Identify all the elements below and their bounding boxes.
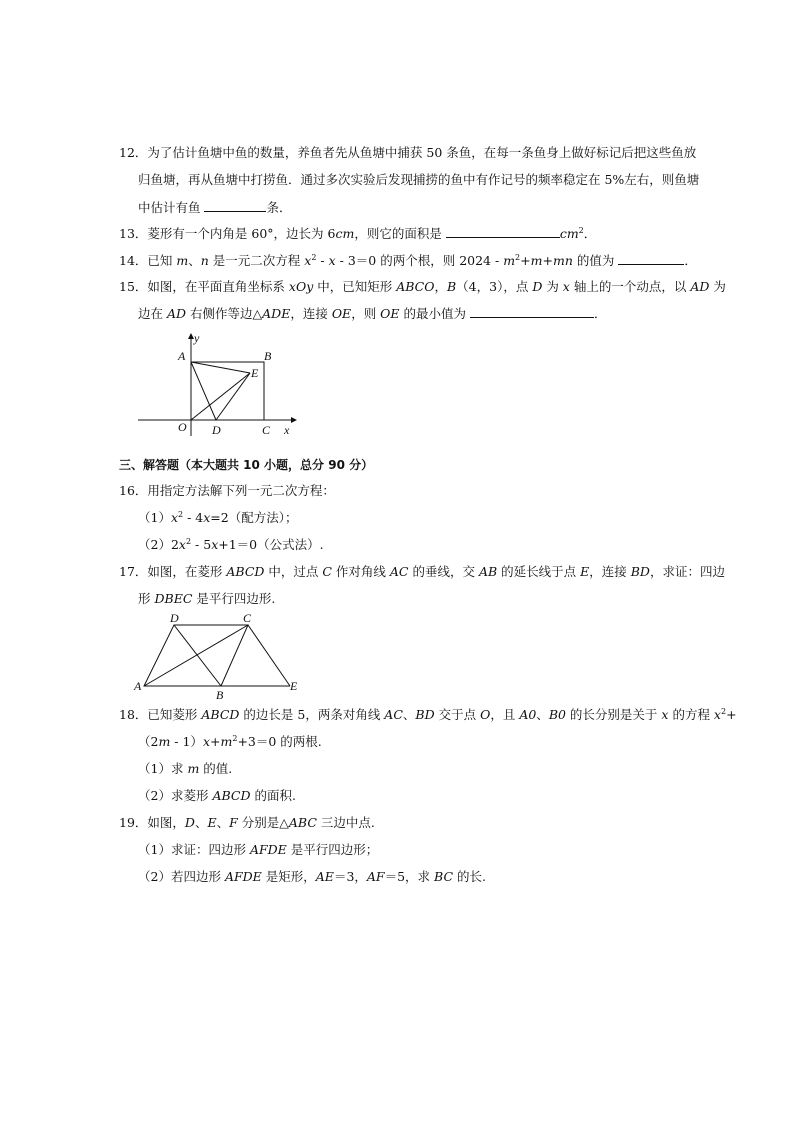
q19-abc: ABC bbox=[288, 815, 317, 830]
q14-d: - 3＝0 的两个根，则 2024 - bbox=[335, 253, 504, 268]
q14-x2: x bbox=[328, 253, 336, 268]
label-a: A bbox=[134, 679, 142, 693]
q15-dpt: D bbox=[532, 279, 543, 294]
q17-line1 bbox=[119, 564, 725, 580]
q18-b0: B0 bbox=[548, 707, 566, 722]
q17-f: ，连接 bbox=[589, 564, 631, 579]
q18-b: 的边长是 5，两条对角线 bbox=[239, 707, 385, 722]
q13-sup: 2 bbox=[578, 225, 584, 235]
q19-d: D bbox=[184, 815, 195, 830]
q18-c: 、 bbox=[402, 707, 416, 722]
segment-ce bbox=[248, 625, 290, 686]
q18-p2abcd: ABCD bbox=[212, 788, 251, 803]
q18-bd: BD bbox=[415, 707, 435, 722]
q12-line2 bbox=[138, 172, 699, 188]
q15-line2 bbox=[138, 305, 607, 322]
q18-i: + bbox=[726, 707, 737, 722]
q15-i: 右侧作等边△ bbox=[186, 306, 263, 321]
section-heading-text: 三、解答题（本大题共 10 小题，总分 90 分） bbox=[119, 458, 374, 472]
q19-p2b: 是矩形， bbox=[261, 869, 316, 884]
q17-ac: AC bbox=[389, 564, 409, 579]
q19-p2e: 的长. bbox=[453, 869, 486, 884]
q16-p1x: x bbox=[170, 510, 179, 525]
q18-p1a: （1）求 bbox=[138, 761, 188, 776]
diagonal-bd bbox=[174, 625, 221, 686]
q14-m: m bbox=[176, 253, 189, 268]
label-e: E bbox=[251, 366, 259, 380]
q14-sep: 、 bbox=[188, 253, 201, 268]
q16-part2 bbox=[138, 537, 324, 553]
label-b: B bbox=[264, 349, 272, 363]
section-heading bbox=[119, 457, 373, 473]
q15-bpt: B bbox=[446, 279, 457, 294]
q17-figure bbox=[130, 610, 310, 702]
q16-p1a: （1） bbox=[138, 510, 171, 525]
q16-p2x: x bbox=[178, 537, 186, 552]
segment-ae bbox=[191, 362, 250, 373]
q18-f: 、 bbox=[536, 707, 549, 722]
q13-text-a: 13．菱形有一个内角是 60°，边长为 6 bbox=[119, 226, 336, 241]
q17-h: 形 bbox=[138, 591, 155, 606]
q14-x: x bbox=[304, 253, 312, 268]
q17-ept: E bbox=[580, 564, 590, 579]
q18-l: + bbox=[210, 734, 221, 749]
q19-line1 bbox=[119, 815, 375, 831]
q17-c: C bbox=[322, 564, 332, 579]
q17-b: 中，过点 bbox=[264, 564, 323, 579]
q18-m2: m bbox=[220, 734, 233, 749]
q19-p1a: （1）求证：四边形 bbox=[138, 842, 250, 857]
q15-b: 中，已知矩形 bbox=[313, 279, 397, 294]
q15-oe2: OE bbox=[380, 306, 400, 321]
q14-f: + bbox=[542, 253, 553, 268]
q19-p1b: 是平行四边形； bbox=[286, 842, 379, 857]
q15-e: 为 bbox=[542, 279, 563, 294]
q14-answer-blank[interactable] bbox=[618, 252, 684, 265]
q15-g: 为 bbox=[709, 279, 726, 294]
q19-p2afde: AFDE bbox=[224, 869, 262, 884]
q12-line3 bbox=[138, 199, 292, 216]
q15-k: ，则 bbox=[351, 306, 381, 321]
q15-ade: ADE bbox=[262, 306, 291, 321]
q17-d: 的垂线，交 bbox=[408, 564, 479, 579]
q15-h: 边在 bbox=[138, 306, 167, 321]
q19-p1afde: AFDE bbox=[249, 842, 287, 857]
q15-ad: AD bbox=[690, 279, 710, 294]
q14-sq2: 2 bbox=[515, 252, 521, 262]
q19-e: E bbox=[207, 815, 217, 830]
q18-m: m bbox=[158, 734, 171, 749]
q15-d: （4，3），点 bbox=[456, 279, 533, 294]
q12-text-1: 12．为了估计鱼塘中鱼的数量，养鱼者先从鱼塘中捕获 50 条鱼，在每一条鱼身上做好标记后把这些鱼放 bbox=[119, 145, 697, 160]
q14-n: n bbox=[200, 253, 209, 268]
q15-abco: ABCO bbox=[396, 279, 435, 294]
q12-answer-blank[interactable] bbox=[204, 199, 266, 212]
q16-p2c: +1＝0（公式法）. bbox=[218, 537, 324, 552]
segment-ad bbox=[191, 362, 216, 420]
q14-m2: m bbox=[503, 253, 516, 268]
q18-x3: x bbox=[202, 734, 210, 749]
q15-x: x bbox=[562, 279, 570, 294]
q18-g: 的长分别是关于 bbox=[565, 707, 662, 722]
label-e: E bbox=[290, 679, 298, 693]
q15-xoy: xOy bbox=[288, 279, 314, 294]
label-x: x bbox=[284, 423, 290, 437]
q14-a: 14．已知 bbox=[119, 253, 177, 268]
q18-p1b: 的值. bbox=[199, 761, 233, 776]
q14-mn: mn bbox=[552, 253, 573, 268]
q12-text-4: 条． bbox=[266, 200, 292, 215]
q19-p2c: ＝3， bbox=[333, 869, 367, 884]
q16-title-text: 16．用指定方法解下列一元二次方程： bbox=[119, 483, 335, 498]
q16-p2a: （2）2 bbox=[138, 537, 179, 552]
q19-p2a: （2）若四边形 bbox=[138, 869, 225, 884]
q19-c: 三边中点. bbox=[316, 815, 375, 830]
q14-sq: 2 bbox=[311, 252, 317, 262]
q13-unit: cm bbox=[335, 226, 355, 241]
q15-answer-blank[interactable] bbox=[470, 305, 594, 318]
q18-sq2: 2 bbox=[232, 733, 238, 743]
q18-k: - 1） bbox=[170, 734, 203, 749]
q18-e: ，且 bbox=[490, 707, 520, 722]
q18-line1 bbox=[119, 707, 737, 723]
q16-p1sq: 2 bbox=[178, 509, 184, 519]
q12-text-2: 归鱼塘，再从鱼塘中打捞鱼．通过多次实验后发现捕捞的鱼中有作记号的频率稳定在 5%左右，则鱼塘 bbox=[138, 172, 700, 187]
q12-line1 bbox=[119, 145, 696, 161]
q13-text-b: ，则它的面积是 bbox=[354, 226, 446, 241]
q15-f: 轴上的一个动点，以 bbox=[569, 279, 691, 294]
q19-f: F bbox=[229, 815, 238, 830]
q14-e: + bbox=[520, 253, 531, 268]
q18-p2a: （2）求菱形 bbox=[138, 788, 213, 803]
label-o: O bbox=[178, 420, 187, 434]
label-b: B bbox=[216, 688, 224, 702]
q16-title bbox=[119, 483, 335, 499]
q17-abcd: ABCD bbox=[226, 564, 265, 579]
label-y: y bbox=[194, 331, 200, 345]
q13-line bbox=[119, 225, 596, 242]
q19-part1 bbox=[138, 842, 378, 858]
q17-bd: BD bbox=[630, 564, 650, 579]
q14-end: ． bbox=[684, 253, 697, 268]
q13-answer-blank[interactable] bbox=[446, 225, 560, 238]
q17-cc: 作对角线 bbox=[331, 564, 390, 579]
q18-d: 交于点 bbox=[434, 707, 481, 722]
q15-j: ，连接 bbox=[290, 306, 332, 321]
q15-c: ， bbox=[434, 279, 447, 294]
q17-a: 17．如图，在菱形 bbox=[119, 564, 227, 579]
diagonal-ac bbox=[144, 625, 248, 686]
q14-c: - bbox=[316, 253, 329, 268]
q17-line2 bbox=[138, 591, 275, 607]
q15-end: ． bbox=[594, 306, 607, 321]
q15-oe: OE bbox=[331, 306, 352, 321]
label-c: C bbox=[243, 611, 252, 625]
q18-p1m: m bbox=[187, 761, 200, 776]
q17-dbec: DBEC bbox=[154, 591, 193, 606]
q13-end: ． bbox=[583, 226, 597, 241]
q18-p2b: 的面积. bbox=[250, 788, 296, 803]
q18-x2: x bbox=[713, 707, 721, 722]
q14-m3: m bbox=[530, 253, 543, 268]
q17-i: 是平行四边形. bbox=[192, 591, 276, 606]
q19-sep2: 、 bbox=[216, 815, 230, 830]
q18-n: +3＝0 的两根. bbox=[237, 734, 322, 749]
q16-p1c: =2（配方法）； bbox=[210, 510, 298, 525]
q19-a: 19．如图， bbox=[119, 815, 185, 830]
q16-p2x2: x bbox=[211, 537, 219, 552]
q19-p2d: ＝5，求 bbox=[384, 869, 435, 884]
q19-af: AF bbox=[366, 869, 385, 884]
q19-ae: AE bbox=[315, 869, 334, 884]
q18-j: （2 bbox=[138, 734, 159, 749]
q18-part2 bbox=[138, 788, 296, 804]
q18-a: 18．已知菱形 bbox=[119, 707, 202, 722]
q18-x: x bbox=[661, 707, 669, 722]
label-a: A bbox=[178, 349, 186, 363]
q14-g: 的值为 bbox=[572, 253, 619, 268]
q18-sq: 2 bbox=[720, 706, 727, 716]
q14-b: 是一元二次方程 bbox=[208, 253, 305, 268]
label-d: D bbox=[212, 423, 221, 437]
q15-line1 bbox=[119, 279, 726, 295]
q19-part2 bbox=[138, 869, 486, 885]
q15-l: 的最小值为 bbox=[399, 306, 470, 321]
q18-line2 bbox=[138, 734, 322, 750]
q16-p2sq: 2 bbox=[185, 536, 192, 546]
q16-p1x2: x bbox=[203, 510, 211, 525]
q18-abcd: ABCD bbox=[201, 707, 240, 722]
q17-e: 的延长线于点 bbox=[497, 564, 581, 579]
label-c: C bbox=[262, 423, 271, 437]
q18-a0: A0 bbox=[519, 707, 537, 722]
q15-figure bbox=[130, 328, 310, 440]
q18-o: O bbox=[480, 707, 491, 722]
q12-text-3: 中估计有鱼 bbox=[138, 200, 205, 215]
q19-b: 分别是△ bbox=[237, 815, 289, 830]
q18-ac: AC bbox=[384, 707, 403, 722]
q18-part1 bbox=[138, 761, 232, 777]
q15-a: 15．如图，在平面直角坐标系 bbox=[119, 279, 289, 294]
q16-part1 bbox=[138, 510, 297, 526]
q16-p1b: - 4 bbox=[183, 510, 204, 525]
q17-ab: AB bbox=[478, 564, 498, 579]
q15-ad2: AD bbox=[166, 306, 187, 321]
q13-unit2: cm bbox=[559, 226, 579, 241]
q18-h: 的方程 bbox=[668, 707, 714, 722]
q19-bc: BC bbox=[434, 869, 454, 884]
q16-p2b: - 5 bbox=[191, 537, 212, 552]
q14-line bbox=[119, 252, 697, 269]
q17-g: ，求证：四边 bbox=[649, 564, 725, 579]
label-d: D bbox=[170, 611, 179, 625]
q19-sep1: 、 bbox=[194, 815, 208, 830]
